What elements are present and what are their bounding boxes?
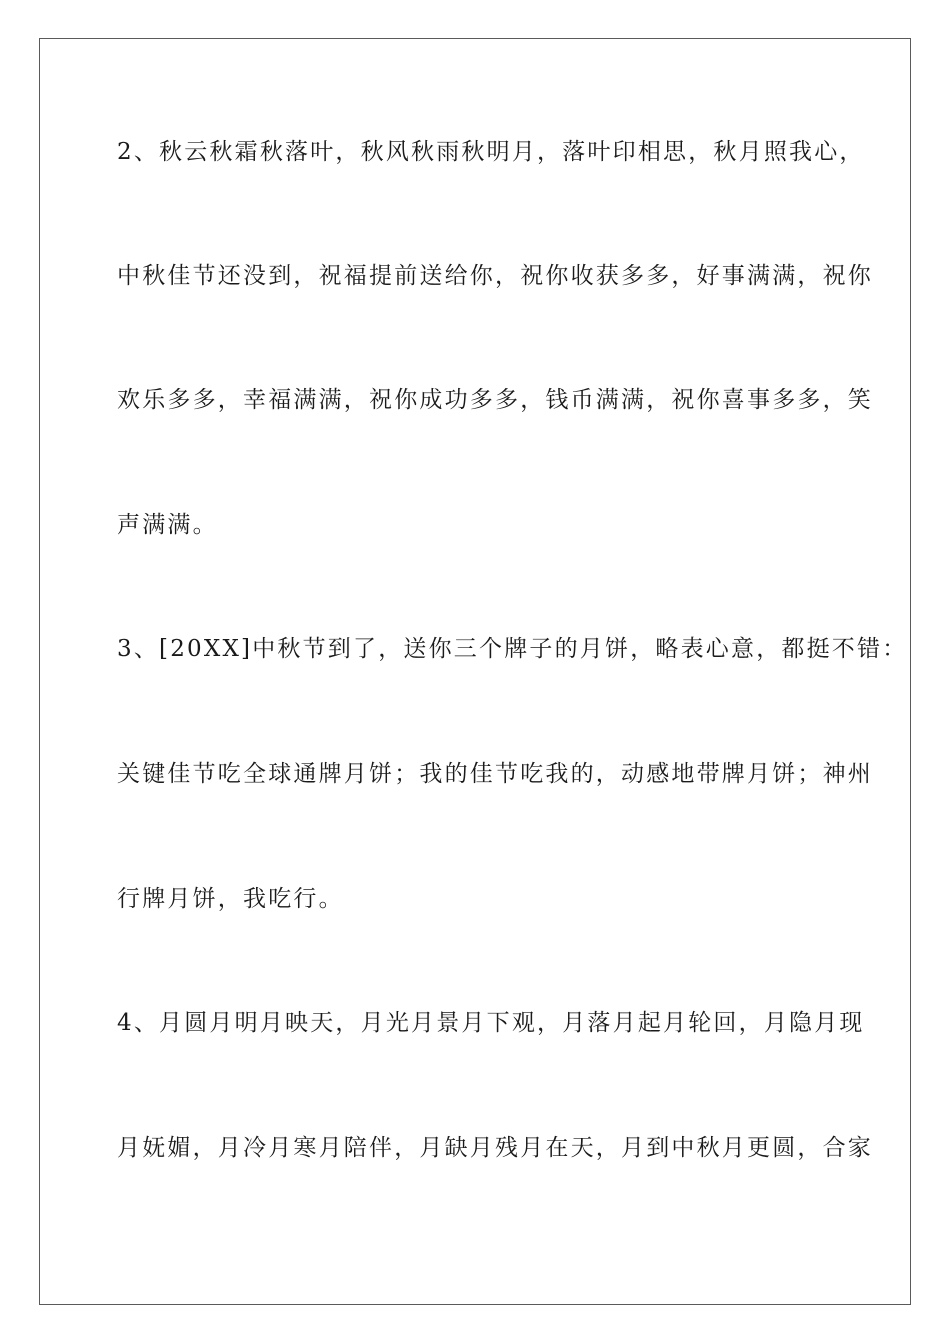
text-line-5: 3、[20XX]中秋节到了，送你三个牌子的月饼，略表心意，都挺不错： — [117, 636, 908, 662]
text-line-3: 欢乐多多，幸福满满，祝你成功多多，钱币满满，祝你喜事多多，笑 — [117, 387, 873, 413]
text-line-2: 中秋佳节还没到，祝福提前送给你，祝你收获多多，好事满满，祝你 — [117, 263, 873, 289]
text-line-9: 月妩媚，月冷月寒月陪伴，月缺月残月在天，月到中秋月更圆，合家 — [117, 1135, 873, 1161]
page-border — [39, 38, 911, 1305]
text-line-4: 声满满。 — [117, 512, 218, 538]
text-line-8: 4、月圆月明月映天，月光月景月下观，月落月起月轮回，月隐月现 — [117, 1010, 865, 1036]
text-line-1: 2、秋云秋霜秋落叶，秋风秋雨秋明月，落叶印相思，秋月照我心， — [117, 139, 865, 165]
text-line-6: 关键佳节吃全球通牌月饼；我的佳节吃我的，动感地带牌月饼；神州 — [117, 761, 873, 787]
text-line-7: 行牌月饼，我吃行。 — [117, 886, 344, 912]
